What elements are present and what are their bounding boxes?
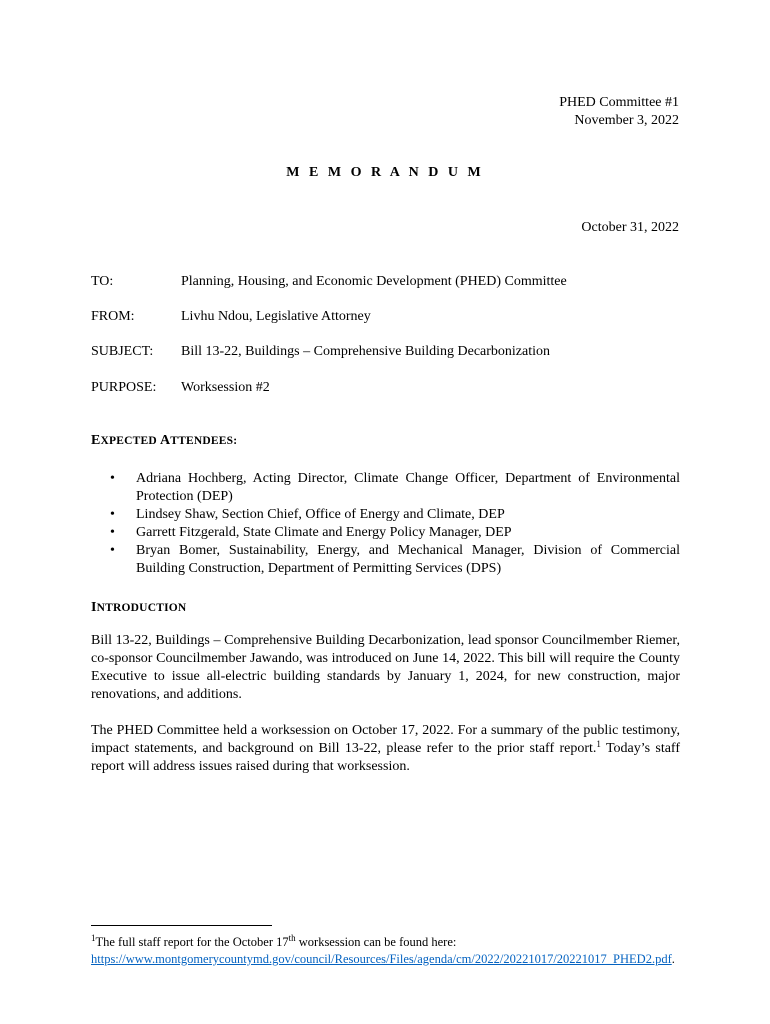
footnote-divider bbox=[91, 925, 272, 926]
footnote-ref[interactable]: 1 bbox=[596, 739, 601, 749]
list-item: • Lindsey Shaw, Section Chief, Office of Energy and Climate, DEP bbox=[110, 507, 505, 522]
bullet-icon: • bbox=[110, 543, 115, 558]
field-value: Worksession #2 bbox=[181, 380, 270, 395]
field-value: Planning, Housing, and Economic Development (PHED) Committee bbox=[181, 274, 567, 289]
staff-report-link[interactable]: https://www.montgomerycountymd.gov/council/Resources/Files/agenda/cm/2022/20221017/20221017_PHED2.pdf bbox=[91, 952, 672, 966]
attendees-list bbox=[108, 470, 680, 578]
bullet-icon: • bbox=[110, 525, 115, 540]
intro-paragraph-2: The PHED Committee held a worksession on October 17, 2022. For a summary of the public testimony, impact statements, and background on Bill 13-22, please refer to the prior staff report.$^1$ Today’s staff report will address issues raised during that worksession. bbox=[91, 723, 680, 774]
field-label: PURPOSE: bbox=[91, 380, 157, 395]
list-item: • Bryan Bomer, Sustainability, Energy, and Mechanical Manager, Division of Commercial Building Construction, Department of Permitting Services (DPS) bbox=[110, 543, 680, 576]
field-label: SUBJECT: bbox=[91, 344, 154, 359]
field-from bbox=[91, 308, 691, 326]
attendees-heading: EXPECTED ATTENDEES: bbox=[91, 433, 238, 448]
memo-date: October 31, 2022 bbox=[581, 220, 679, 235]
intro-paragraph-1: Bill 13-22, Buildings – Comprehensive Building Decarbonization, lead sponsor Councilmember Riemer, co-sponsor Councilmember Jawando, was introduced on June 14, 2022. This bill will require the County Executive to issue all-electric building standards by January 1, 2024, for new construction, major renovations, and additions. bbox=[91, 633, 680, 702]
bullet-icon: • bbox=[110, 507, 115, 522]
introduction-heading: INTRODUCTION bbox=[91, 600, 187, 615]
list-item: • Adriana Hochberg, Acting Director, Climate Change Officer, Department of Environmental Protection (DEP) bbox=[110, 471, 680, 504]
field-value: Bill 13-22, Buildings – Comprehensive Building Decarbonization bbox=[181, 344, 551, 359]
field-subject bbox=[91, 343, 691, 361]
field-to bbox=[91, 273, 691, 291]
field-label: FROM: bbox=[91, 309, 135, 324]
footnote: $^1$The full staff report for the October 17th worksession can be found here: https://www.montgomerycountymd.gov/council/Resources/Files/agenda/cm/2022/20221017/20221017_PHED2.pdf. bbox=[91, 933, 675, 966]
list-item: • Garrett Fitzgerald, State Climate and Energy Policy Manager, DEP bbox=[110, 525, 512, 540]
ordinal-suffix: th bbox=[288, 933, 296, 943]
bullet-icon: • bbox=[110, 471, 115, 486]
footnote-number: 1 bbox=[91, 933, 96, 943]
field-value: Livhu Ndou, Legislative Attorney bbox=[181, 309, 371, 324]
meeting-date: November 3, 2022 bbox=[574, 113, 679, 128]
field-label: TO: bbox=[91, 274, 114, 289]
field-purpose bbox=[91, 379, 691, 397]
memo-title: M E M O R A N D U M bbox=[286, 165, 484, 180]
committee-label: PHED Committee #1 bbox=[559, 95, 679, 110]
